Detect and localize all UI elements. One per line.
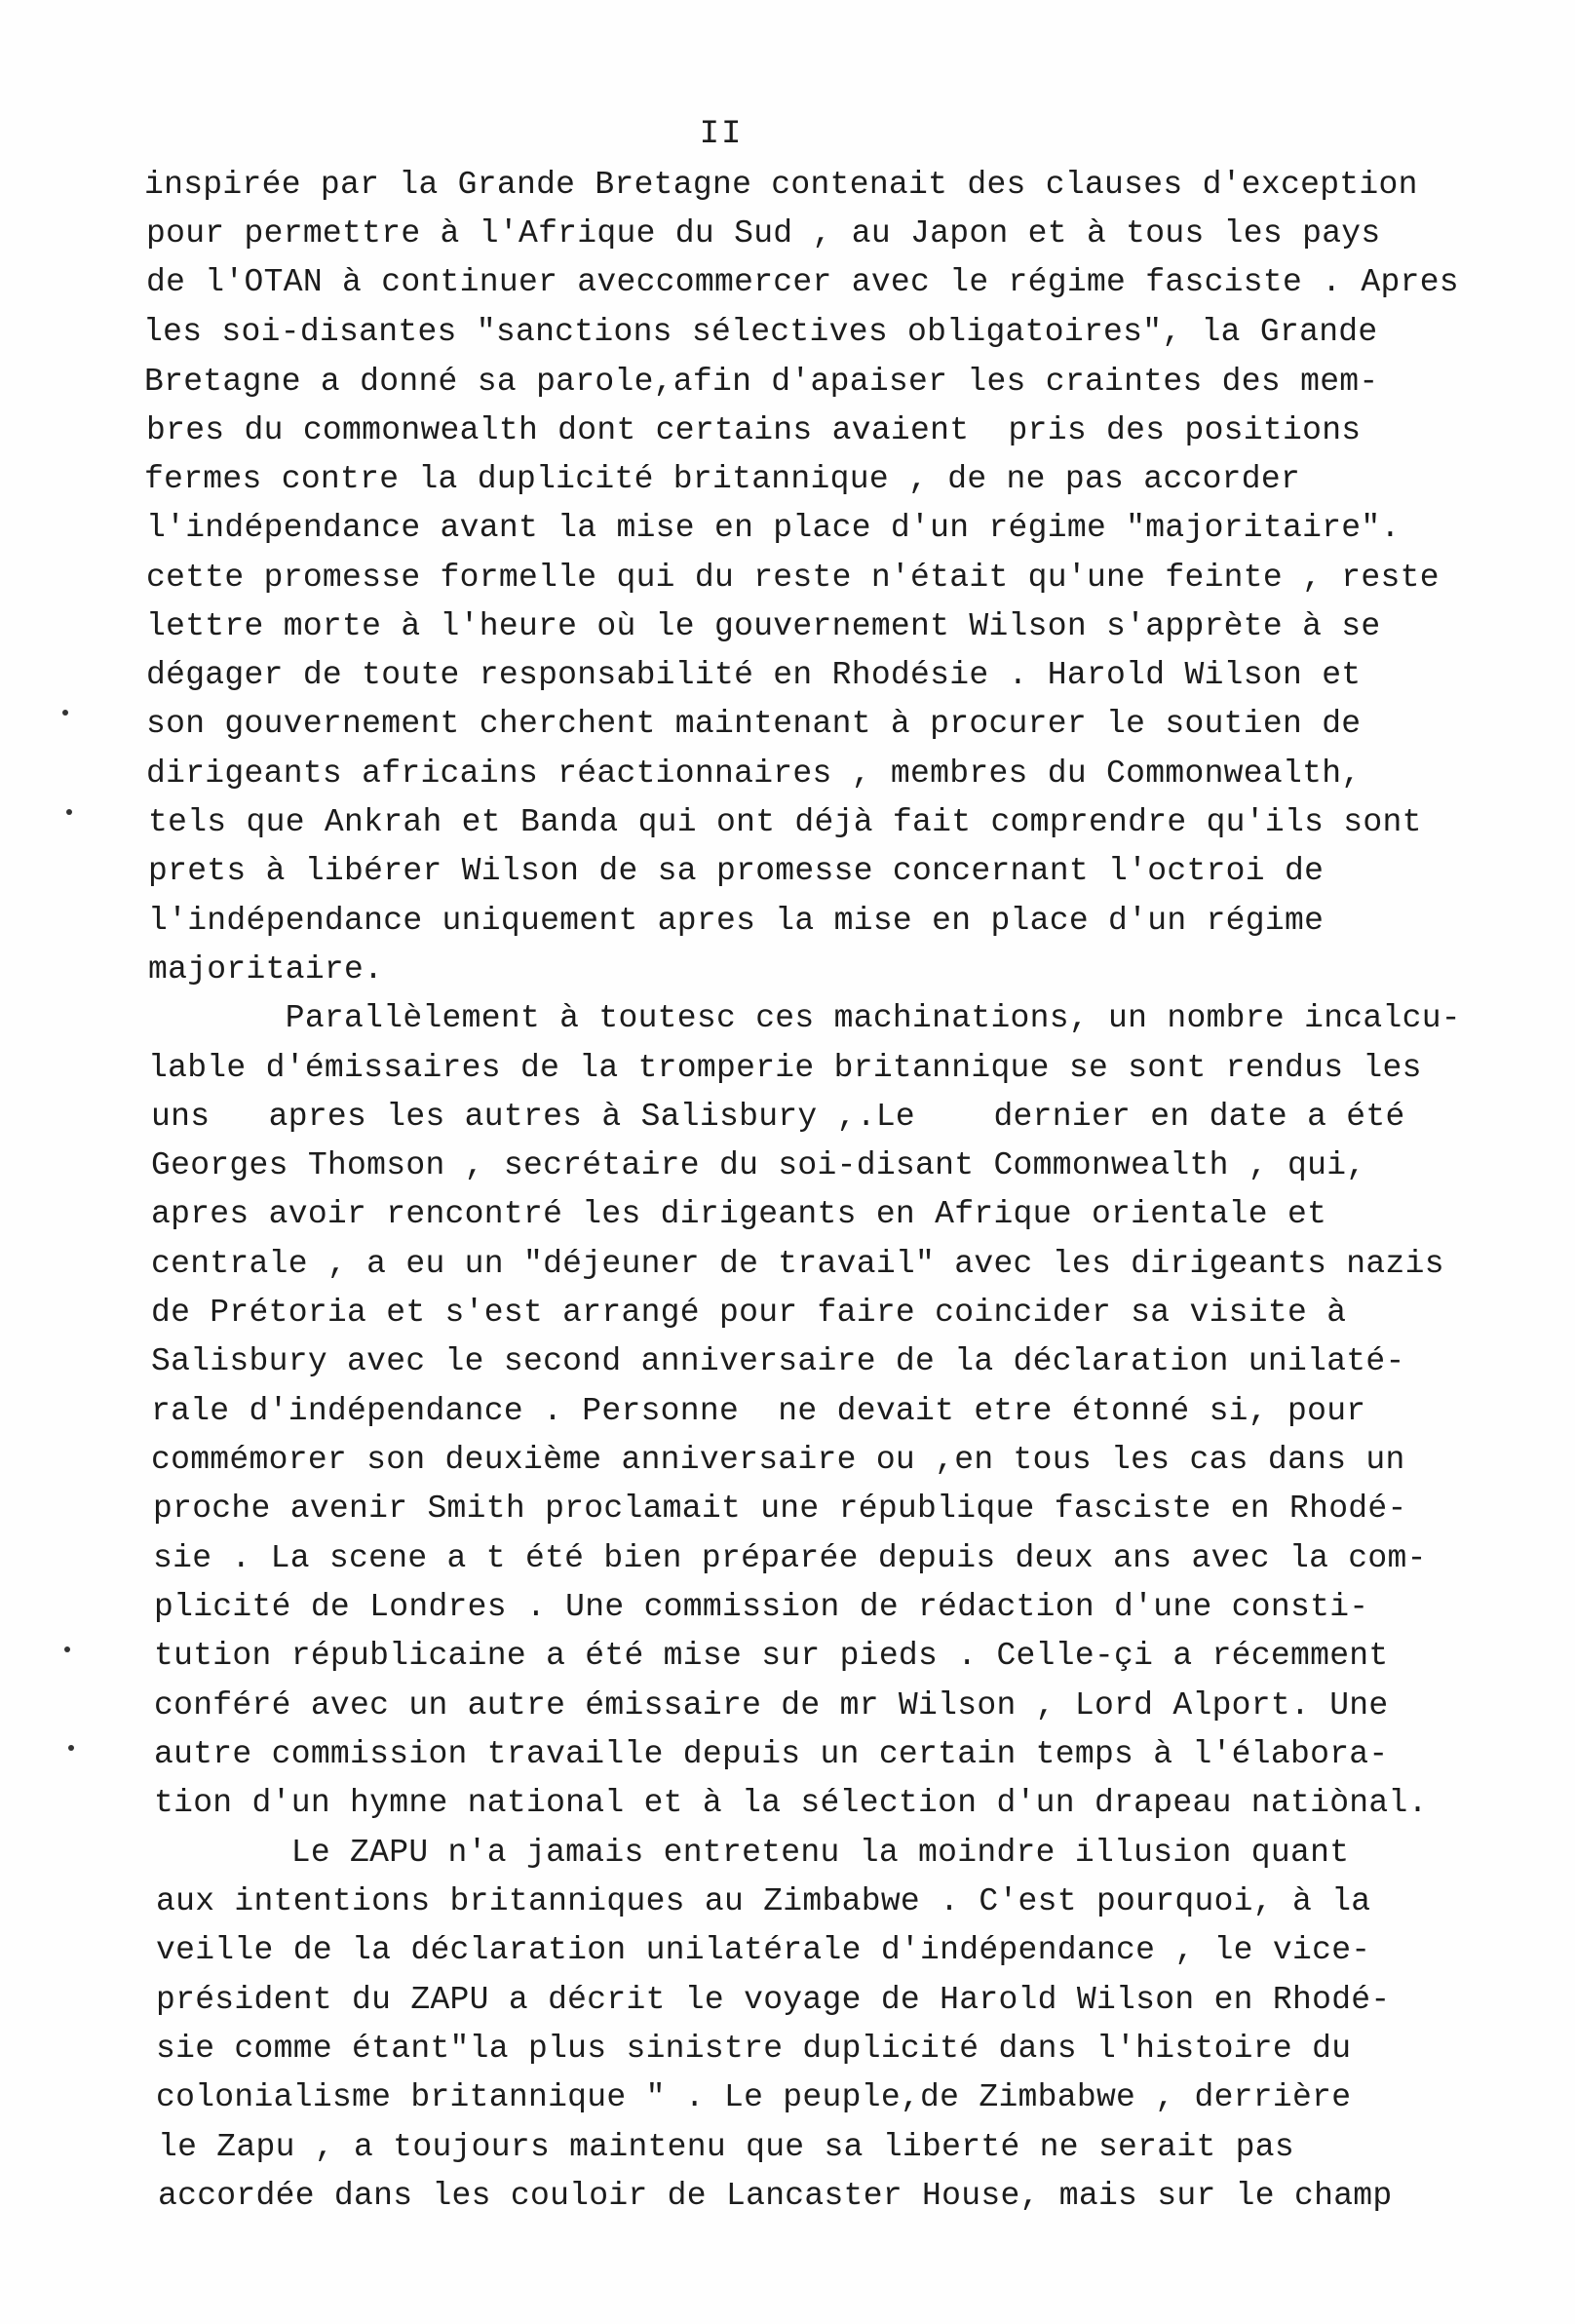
text-line: proche avenir Smith proclamait une république fasciste en Rhodé-	[153, 1491, 1407, 1527]
text-line: autre commission travaille depuis un certain temps à l'élabora-	[154, 1736, 1389, 1772]
text-line: colonialisme britannique " . Le peuple,de Zimbabwe , derrière	[156, 2079, 1352, 2115]
text-line: président du ZAPU a décrit le voyage de Harold Wilson en Rhodé-	[156, 1982, 1391, 2018]
text-line: l'indépendance avant la mise en place d'un régime "majoritaire".	[146, 510, 1401, 546]
text-line: tution républicaine a été mise sur pieds . Celle-çi a récemment	[154, 1638, 1389, 1674]
text-line: le Zapu , a toujours maintenu que sa liberté ne serait pas	[158, 2129, 1294, 2165]
text-line: les soi-disantes "sanctions sélectives obligatoires", la Grande	[143, 314, 1378, 350]
text-line: pour permettre à l'Afrique du Sud , au Japon et à tous les pays	[146, 215, 1381, 252]
text-line: Bretagne a donné sa parole,afin d'apaiser les craintes des mem-	[144, 364, 1379, 400]
text-line: de l'OTAN à continuer aveccommercer avec le régime fasciste . Apres	[146, 264, 1459, 300]
text-line: centrale , a eu un "déjeuner de travail" avec les dirigeants nazis	[151, 1246, 1444, 1282]
text-line: sie . La scene a t été bien préparée depuis deux ans avec la com-	[153, 1540, 1427, 1576]
text-line: de Prétoria et s'est arrangé pour faire coincider sa visite à	[151, 1295, 1347, 1331]
text-line: apres avoir rencontré les dirigeants en Afrique orientale et	[151, 1196, 1327, 1232]
text-line: cette promesse formelle qui du reste n'était qu'une feinte , reste	[146, 560, 1440, 596]
text-line: l'indépendance uniquement apres la mise en place d'un régime	[148, 903, 1325, 939]
text-line: dégager de toute responsabilité en Rhodésie . Harold Wilson et	[146, 657, 1362, 693]
text-line: uns apres les autres à Salisbury ,.Le dernier en date a été	[151, 1099, 1405, 1135]
text-line: lable d'émissaires de la tromperie britannique se sont rendus les	[148, 1050, 1422, 1086]
text-line: plicité de Londres . Une commission de rédaction d'une consti-	[154, 1589, 1369, 1625]
text-line: tels que Ankrah et Banda qui ont déjà fait comprendre qu'ils sont	[148, 804, 1422, 840]
text-line: Salisbury avec le second anniversaire de la déclaration unilaté-	[151, 1343, 1405, 1379]
text-line: Parallèlement à toutesc ces machinations, un nombre incalcu-	[148, 1000, 1461, 1036]
text-line: majoritaire.	[148, 951, 384, 988]
text-line: Georges Thomson , secrétaire du soi-disant Commonwealth , qui,	[151, 1147, 1366, 1183]
margin-speck	[66, 809, 72, 815]
text-line: sie comme étant"la plus sinistre duplicité dans l'histoire du	[156, 2031, 1352, 2067]
text-line: veille de la déclaration unilatérale d'indépendance , le vice-	[156, 1932, 1371, 1968]
text-line: dirigeants africains réactionnaires , membres du Commonwealth,	[146, 755, 1362, 792]
text-line: prets à libérer Wilson de sa promesse concernant l'octroi de	[148, 853, 1325, 889]
text-line: conféré avec un autre émissaire de mr Wilson , Lord Alport. Une	[154, 1687, 1389, 1724]
text-line: lettre morte à l'heure où le gouvernement Wilson s'apprète à se	[146, 608, 1381, 644]
text-line: fermes contre la duplicité britannique , de ne pas accorder	[144, 461, 1301, 497]
margin-speck	[62, 710, 68, 716]
text-line: inspirée par la Grande Bretagne contenait des clauses d'exception	[144, 167, 1418, 203]
text-line: tion d'un hymne national et à la sélection d'un drapeau natiònal.	[154, 1785, 1428, 1821]
text-line: son gouvernement cherchent maintenant à procurer le soutien de	[146, 706, 1362, 742]
text-line: Le ZAPU n'a jamais entretenu la moindre illusion quant	[154, 1835, 1350, 1871]
margin-speck	[68, 1745, 74, 1751]
text-line: accordée dans les couloir de Lancaster House, mais sur le champ	[158, 2178, 1393, 2214]
text-line: aux intentions britanniques au Zimbabwe . C'est pourquoi, à la	[156, 1883, 1371, 1919]
text-line: bres du commonwealth dont certains avaient pris des positions	[146, 412, 1362, 448]
page-number: II	[699, 116, 744, 153]
text-line: commémorer son deuxième anniversaire ou ,en tous les cas dans un	[151, 1442, 1405, 1478]
text-line: rale d'indépendance . Personne ne devait etre étonné si, pour	[151, 1393, 1366, 1429]
margin-speck	[64, 1646, 70, 1652]
